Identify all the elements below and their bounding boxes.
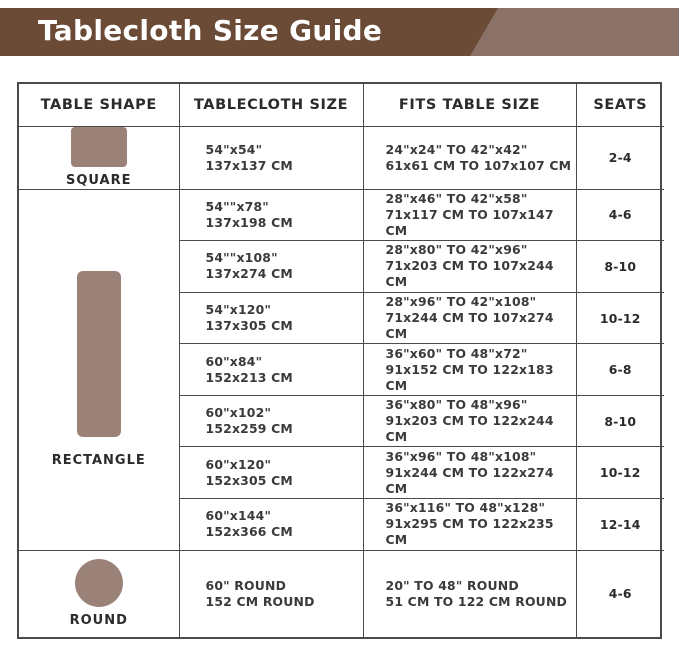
table-row [19,550,664,637]
size-inches: 54"x120" [205,302,272,318]
size-cm: 152 CM ROUND [205,593,315,609]
size-inches: 60" ROUND [205,577,287,593]
fits-inches: 36"x60" TO 48"x72" [385,345,528,361]
cell-fits-table-size [363,550,576,637]
size-inches: 60"x144" [205,508,272,524]
fits-inches: 24"x24" TO 42"x42" [385,141,528,157]
cell-tablecloth-size [179,127,363,190]
fits-inches: 20" TO 48" ROUND [385,577,519,593]
cell-tablecloth-size [179,498,363,550]
fits-inches: 28"x46" TO 42"x58" [385,190,528,206]
cell-fits-table-size [363,292,576,344]
size-cm: 137x137 CM [205,157,293,173]
column-header-tablecloth-size: TABLECLOTH SIZE [179,84,363,127]
page-title: Tablecloth Size Guide [38,14,383,47]
size-cm: 137x305 CM [205,318,293,334]
header-banner [0,0,679,62]
fits-cm: 61x61 CM TO 107x107 CM [385,157,572,173]
size-inches: 60"x84" [205,353,263,369]
cell-seats: 4-6 [576,550,664,637]
cell-fits-table-size [363,189,576,241]
size-cm: 152x366 CM [205,524,293,540]
size-guide-table [19,84,664,637]
size-inches: 60"x102" [205,405,272,421]
fits-inches: 28"x80" TO 42"x96" [385,242,528,258]
shape-cell-rectangle [19,189,179,550]
shape-label-rectangle: RECTANGLE [51,453,146,469]
table-row [19,127,664,190]
cell-seats: 10-12 [576,447,664,499]
cell-tablecloth-size [179,189,363,241]
table-row [19,189,664,241]
cell-tablecloth-size [179,395,363,447]
cell-seats: 4-6 [576,189,664,241]
shape-cell-square [19,127,179,190]
size-inches: 54""x108" [205,250,278,266]
fits-cm: 71x203 CM TO 107x244 CM [385,258,554,290]
cell-tablecloth-size [179,241,363,293]
table-header [19,84,664,127]
size-inches: 54""x78" [205,198,269,214]
size-cm: 137x274 CM [205,266,293,282]
cell-fits-table-size [363,241,576,293]
cell-fits-table-size [363,498,576,550]
fits-inches: 36"x80" TO 48"x96" [385,397,528,413]
fits-cm: 51 CM TO 122 CM ROUND [385,593,567,609]
cell-seats: 8-10 [576,241,664,293]
size-inches: 54"x54" [205,141,263,157]
round-shape-icon [75,559,123,607]
fits-cm: 91x203 CM TO 122x244 CM [385,413,554,445]
size-cm: 152x259 CM [205,421,293,437]
fits-inches: 36"x116" TO 48"x128" [385,500,546,516]
cell-seats: 12-14 [576,498,664,550]
cell-tablecloth-size [179,292,363,344]
column-header-seats: SEATS [576,84,664,127]
fits-cm: 91x244 CM TO 122x274 CM [385,464,554,496]
size-cm: 152x213 CM [205,369,293,385]
rectangle-shape-icon [77,271,121,437]
fits-cm: 91x295 CM TO 122x235 CM [385,516,554,548]
fits-inches: 28"x96" TO 42"x108" [385,294,537,310]
cell-tablecloth-size [179,344,363,396]
size-cm: 152x305 CM [205,472,293,488]
fits-inches: 36"x96" TO 48"x108" [385,448,537,464]
column-header-fits-table-size: FITS TABLE SIZE [363,84,576,127]
table-header-row [19,84,664,127]
shape-label-square: SQUARE [65,173,132,189]
cell-fits-table-size [363,127,576,190]
cell-fits-table-size [363,395,576,447]
shape-cell-round [19,550,179,637]
table-body [19,127,664,638]
size-guide-table-wrapper [17,82,662,639]
cell-tablecloth-size [179,550,363,637]
fits-cm: 71x244 CM TO 107x274 CM [385,310,554,342]
fits-cm: 71x117 CM TO 107x147 CM [385,206,554,238]
size-inches: 60"x120" [205,456,272,472]
cell-seats: 2-4 [576,127,664,190]
cell-seats: 8-10 [576,395,664,447]
cell-seats: 6-8 [576,344,664,396]
square-shape-icon [71,127,127,167]
column-header-table-shape: TABLE SHAPE [19,84,179,127]
cell-seats: 10-12 [576,292,664,344]
shape-label-round: ROUND [69,613,128,629]
size-cm: 137x198 CM [205,214,293,230]
cell-tablecloth-size [179,447,363,499]
cell-fits-table-size [363,344,576,396]
cell-fits-table-size [363,447,576,499]
fits-cm: 91x152 CM TO 122x183 CM [385,361,554,393]
